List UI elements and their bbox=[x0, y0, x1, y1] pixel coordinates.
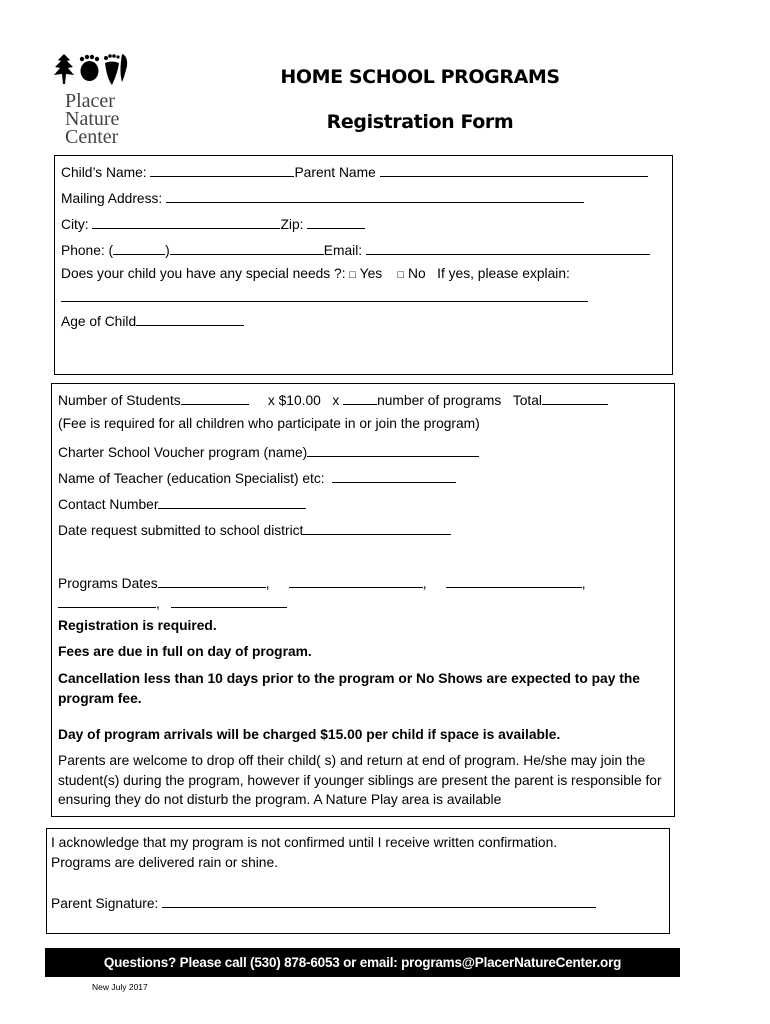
mailing-address-label: Mailing Address: bbox=[61, 191, 163, 206]
zip-label: Zip: bbox=[280, 217, 304, 232]
total-field[interactable] bbox=[542, 390, 608, 405]
program-date-2-field[interactable] bbox=[289, 573, 423, 588]
page-title: HOME SCHOOL PROGRAMS bbox=[280, 66, 560, 88]
phone-field[interactable] bbox=[170, 240, 324, 255]
parent-signature-label: Parent Signature: bbox=[51, 896, 159, 911]
phone-label: Phone: ( bbox=[61, 243, 114, 258]
total-label: Total bbox=[512, 393, 542, 408]
explain-field[interactable] bbox=[61, 287, 588, 302]
program-date-1-field[interactable] bbox=[158, 573, 266, 588]
program-date-4-field[interactable] bbox=[58, 593, 156, 608]
revision-date: New July 2017 bbox=[92, 982, 148, 992]
multiply-label: x bbox=[332, 393, 340, 408]
parents-welcome: Parents are welcome to drop off their child( s) and return at end of program. He/she may join the student(s) during the program, however if younger siblings are present the parent is responsible for ensuring they do not disturb the program. A Nature Play area is available bbox=[58, 753, 662, 807]
date-request-label: Date request submitted to school district bbox=[58, 523, 304, 538]
charter-label: Charter School Voucher program (name) bbox=[58, 445, 308, 460]
bear-paw-icon bbox=[80, 55, 99, 81]
fees-due: Fees are due in full on day of program. bbox=[58, 644, 312, 659]
number-of-programs-field[interactable] bbox=[343, 390, 377, 405]
zip-field[interactable] bbox=[307, 214, 365, 229]
program-date-5-field[interactable] bbox=[171, 593, 287, 608]
registration-required: Registration is required. bbox=[58, 618, 217, 633]
parent-signature-field[interactable] bbox=[162, 893, 596, 908]
logo-line1: Placer bbox=[65, 90, 115, 112]
comma: , bbox=[265, 576, 270, 591]
contact-number-field[interactable] bbox=[158, 494, 306, 509]
day-of-arrivals: Day of program arrivals will be charged $15.00 per child if space is available. bbox=[58, 727, 561, 742]
fee-note: (Fee is required for all children who participate in or join the program) bbox=[58, 416, 480, 431]
leaf-icon bbox=[54, 54, 74, 84]
comma: , bbox=[156, 596, 160, 611]
price-label: x $10.00 bbox=[267, 393, 321, 408]
charter-field[interactable] bbox=[307, 442, 479, 457]
programs-dates-label: Programs Dates bbox=[58, 576, 158, 591]
page-subtitle: Registration Form bbox=[326, 111, 514, 133]
parent-name-label: Parent Name bbox=[294, 165, 376, 180]
logo-line3: Center bbox=[65, 126, 119, 148]
childs-name-field[interactable] bbox=[150, 162, 294, 177]
explain-label: If yes, please explain: bbox=[437, 266, 570, 281]
city-label: City: bbox=[61, 217, 89, 232]
no-checkbox[interactable]: □ bbox=[397, 269, 405, 281]
parent-name-field[interactable] bbox=[380, 162, 648, 177]
age-of-child-field[interactable] bbox=[136, 311, 244, 326]
yes-checkbox[interactable]: □ bbox=[349, 269, 357, 281]
program-date-3-field[interactable] bbox=[446, 573, 582, 588]
phone-area-code-field[interactable] bbox=[113, 240, 165, 255]
logo-icons bbox=[52, 52, 132, 92]
contact-number-label: Contact Number bbox=[58, 497, 159, 512]
age-of-child-label: Age of Child bbox=[61, 314, 137, 329]
comma: , bbox=[581, 576, 586, 591]
city-field[interactable] bbox=[92, 214, 280, 229]
teacher-field[interactable] bbox=[332, 468, 456, 483]
comma: , bbox=[422, 576, 427, 591]
rain-or-shine-text: Programs are delivered rain or shine. bbox=[51, 855, 278, 870]
number-of-programs-label: number of programs bbox=[377, 393, 502, 408]
special-needs-label: Does your child you have any special needs ?: bbox=[61, 266, 346, 281]
yes-label: Yes bbox=[359, 266, 383, 281]
acknowledgement-section bbox=[46, 828, 670, 934]
number-of-students-label: Number of Students bbox=[58, 393, 181, 408]
acknowledge-text: I acknowledge that my program is not confirmed until I receive written confirmation. bbox=[51, 835, 558, 850]
logo-line2: Nature bbox=[65, 108, 120, 130]
email-label: Email: bbox=[323, 243, 363, 258]
contact-banner: Questions? Please call (530) 878-6053 or email: programs@PlacerNatureCenter.org bbox=[45, 948, 680, 977]
phone-close-paren: ) bbox=[165, 243, 170, 258]
date-request-field[interactable] bbox=[303, 520, 451, 535]
number-of-students-field[interactable] bbox=[181, 390, 249, 405]
footprint-icon bbox=[104, 54, 127, 85]
email-field[interactable] bbox=[366, 240, 650, 255]
mailing-address-field[interactable] bbox=[166, 188, 584, 203]
cancellation-policy: Cancellation less than 10 days prior to the program or No Shows are expected to pay the program fee. bbox=[58, 671, 640, 706]
no-label: No bbox=[408, 266, 426, 281]
teacher-label: Name of Teacher (education Specialist) etc: bbox=[58, 471, 325, 486]
logo-text bbox=[65, 92, 135, 146]
logo bbox=[52, 52, 132, 148]
childs-name-label: Child’s Name: bbox=[61, 165, 147, 180]
program-fee-section bbox=[51, 383, 675, 817]
child-info-section bbox=[54, 155, 673, 375]
